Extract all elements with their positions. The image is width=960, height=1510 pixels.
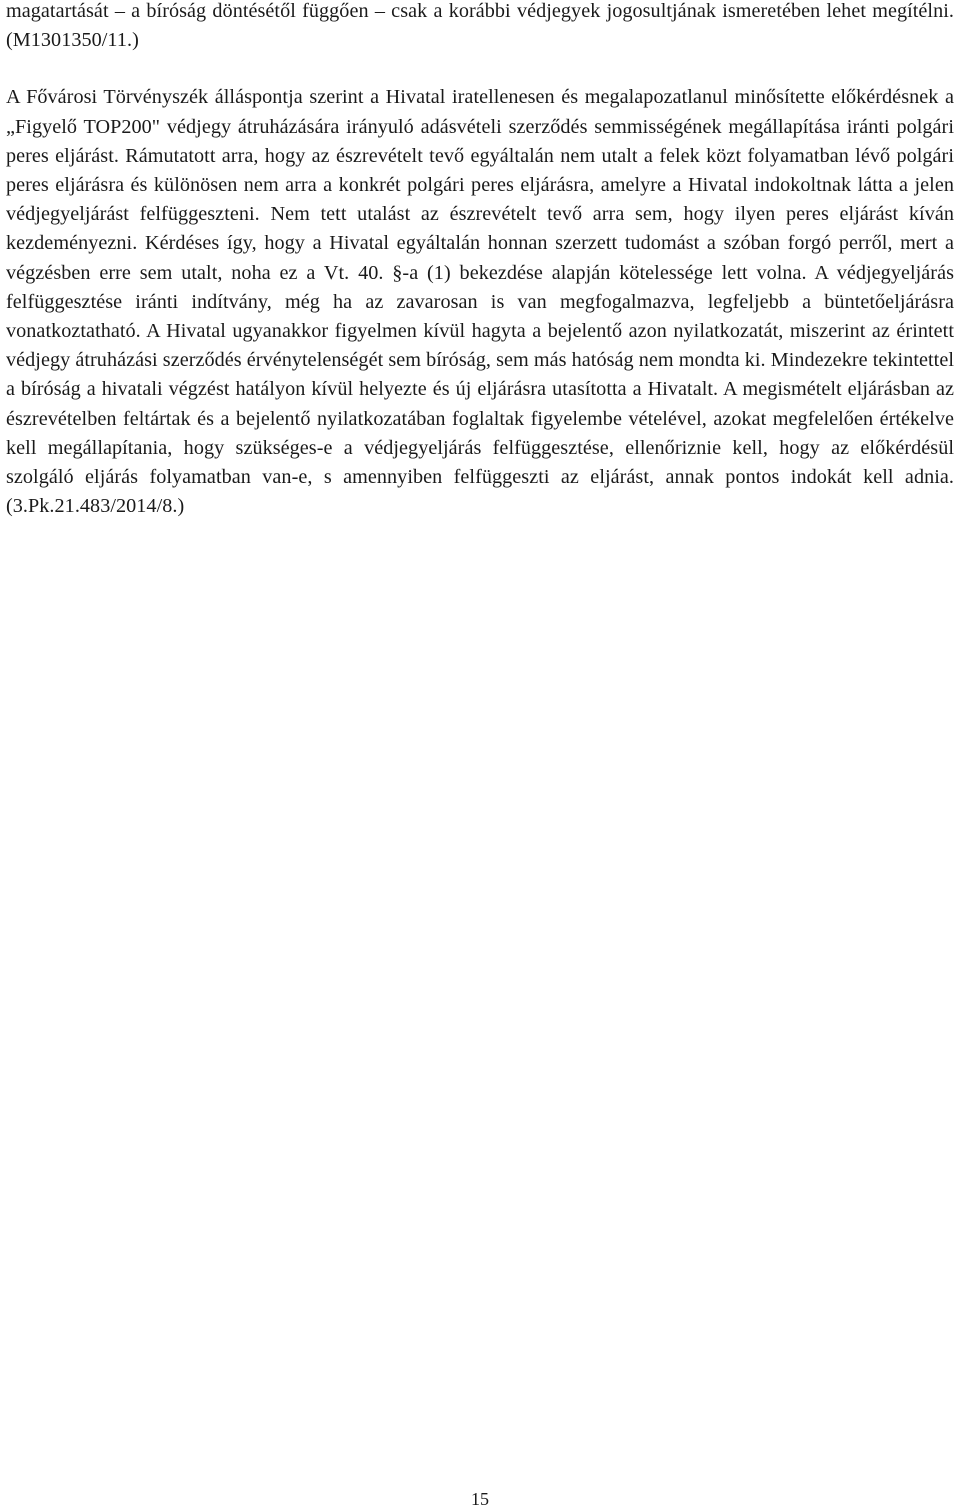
paragraph-trademark-conduct: magatartását – a bíróság döntésétől függően – csak a korábbi védjegyek jogosultjának ismeretében lehet megítélni. (M1301350/11.) [6,0,954,52]
page-number: 15 [471,1489,489,1509]
document-page [6,0,954,521]
paragraph-court-opinion: A Fővárosi Törvényszék álláspontja szerint a Hivatal iratellenesen és megalapozatlanul minősítette előkérdésnek a „Figyelő TOP200" védjegy átruházására irányuló adásvételi szerződés semmisségének megállapítása iránti polgári peres eljárást. Rámutatott arra, hogy az észrevételt tevő egyáltalán nem utalt a felek közt folyamatban lévő polgári peres eljárásra és különösen nem arra a konkrét polgári peres eljárásra, amelyre a Hivatal indokoltnak látta a jelen védjegyeljárást felfüggeszteni. Nem tett utalást az észrevételt tevő arra sem, hogy ilyen peres eljárást kíván kezdeményezni. Kérdéses így, hogy a Hivatal egyáltalán honnan szerzett tudomást a szóban forgó perről, mert a végzésben erre sem utalt, noha ez a Vt. 40. §-a (1) bekezdése alapján kötelessége lett volna. A védjegyeljárás felfüggesztése iránti indítvány, még ha az zavarosan is van megfogalmazva, legfeljebb a büntetőeljárásra vonatkoztatható. A Hivatal ugyanakkor figyelmen kívül hagyta a bejelentő azon nyilatkozatát, miszerint az érintett védjegy átruházási szerződés érvénytelenségét sem bíróság, sem más hatóság nem mondta ki. Mindezekre tekintettel a bíróság a hivatali végzést hatályon kívül helyezte és új eljárásra utasította a Hivatalt. A megismételt eljárásban az észrevételben feltártak és a bejelentő nyilatkozatában foglaltak figyelembe vételével, azokat megfelelően értékelve kell megállapítania, hogy szükséges-e a védjegyeljárás felfüggesztése, ellenőriznie kell, hogy az előkérdésül szolgáló eljárás folyamatban van-e, s amennyiben felfüggeszti az eljárást, annak pontos indokát kell adnia. (3.Pk.21.483/2014/8.) [6,86,954,518]
